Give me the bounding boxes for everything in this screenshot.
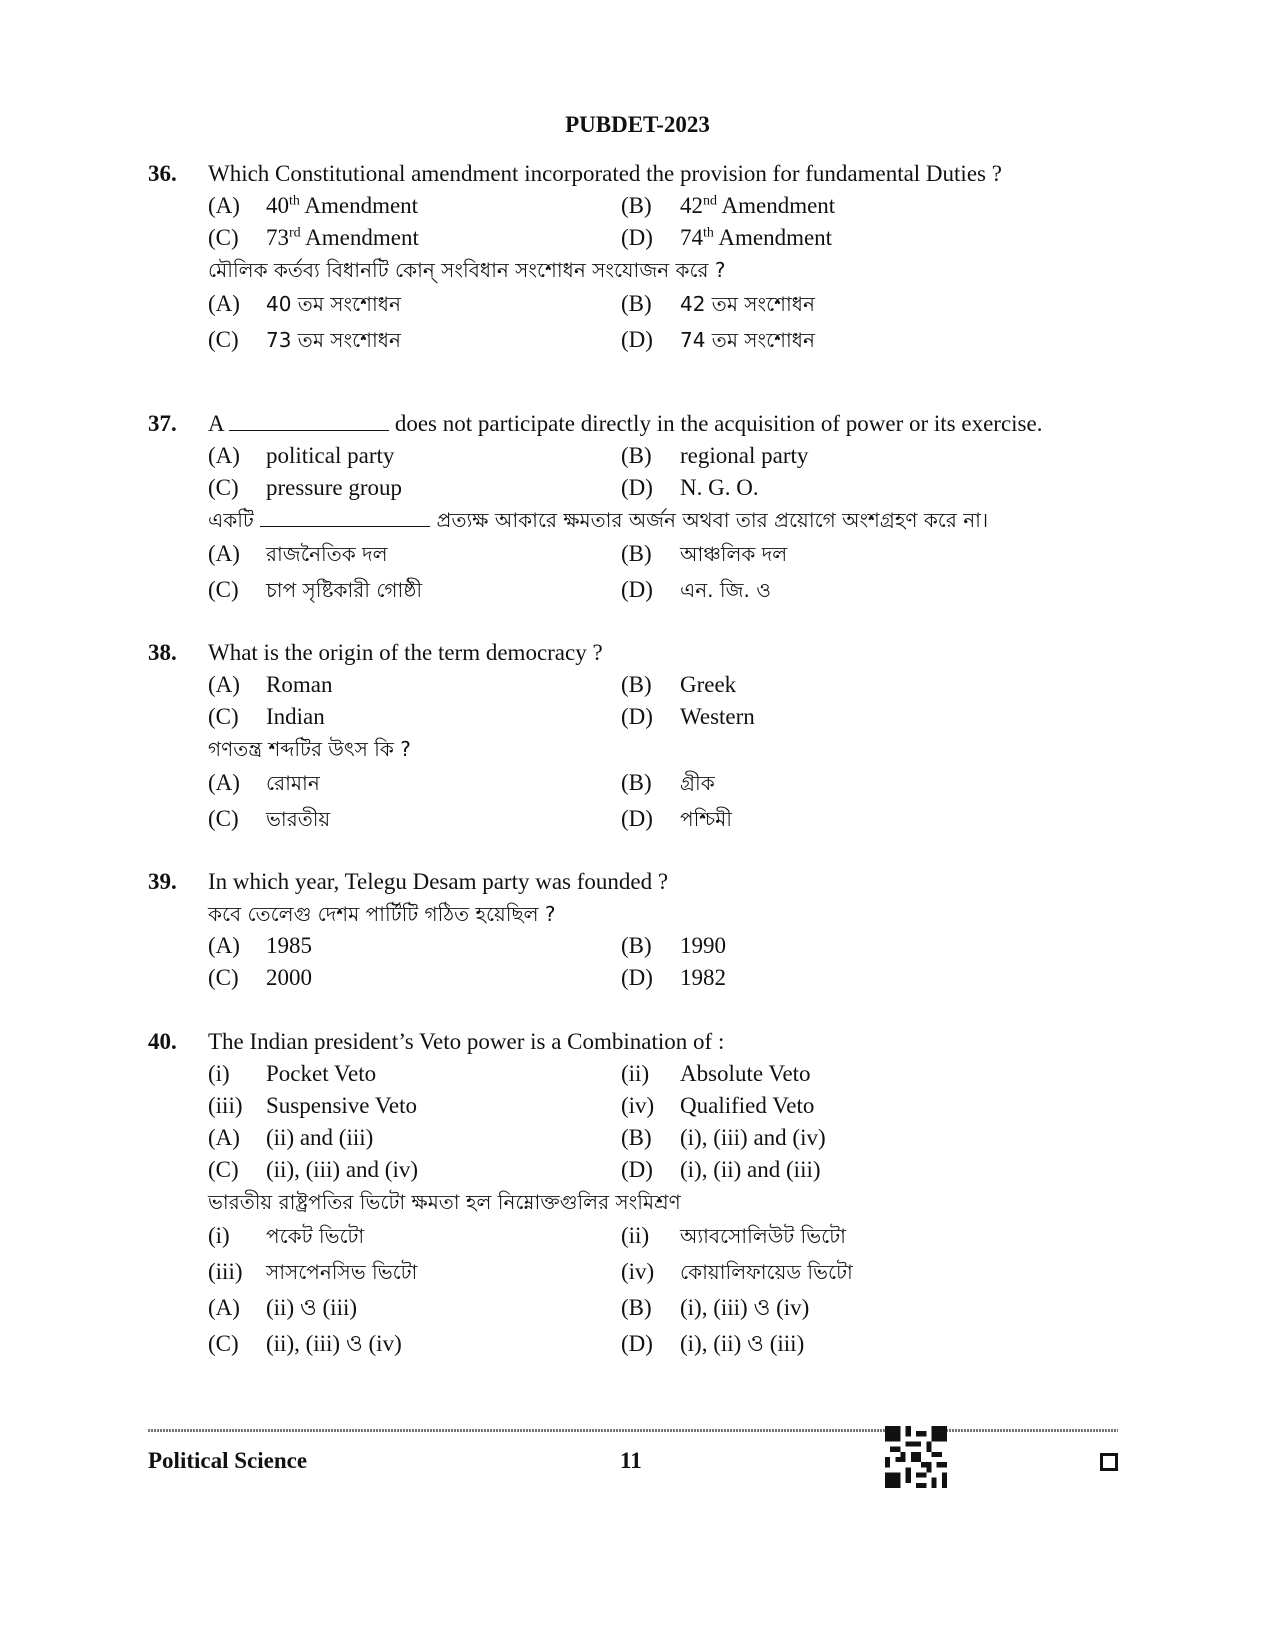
option-label: (A) (208, 443, 240, 468)
item-label: (iii) (208, 1093, 243, 1118)
question-text-en: What is the origin of the term democracy ? (208, 640, 603, 665)
question-text-bn: মৌলিক কর্তব্য বিধানটি কোন্ সংবিধান সংশোধন সংযোজন করে ? (208, 258, 726, 282)
option-text: Greek (680, 672, 737, 697)
item-text: অ্যাবসোলিউট ভিটো (680, 1224, 846, 1248)
question-text-en: The Indian president’s Veto power is a Combination of : (208, 1029, 725, 1054)
option-label: (B) (621, 1295, 652, 1320)
option-label: (B) (621, 443, 652, 468)
option-text: 74th Amendment (680, 225, 833, 250)
question-38 (148, 637, 1108, 837)
item-label: (iii) (208, 1259, 243, 1284)
option-label: (A) (208, 1125, 240, 1150)
option-text: N. G. O. (680, 475, 759, 500)
question-text-en: Which Constitutional amendment incorporated the provision for fundamental Duties ? (208, 161, 1002, 186)
option-text: চাপ সৃষ্টিকারী গোষ্ঠী (266, 578, 423, 602)
option-label: (B) (621, 291, 652, 316)
option-label: (A) (208, 291, 240, 316)
item-label: (iv) (621, 1259, 655, 1284)
option-label: (A) (208, 1295, 240, 1320)
option-text: regional party (680, 443, 809, 468)
option-label: (D) (621, 577, 653, 602)
answer-blank (260, 506, 430, 527)
question-37 (148, 408, 1108, 608)
option-label: (C) (208, 806, 239, 831)
option-text: (ii) and (iii) (266, 1125, 374, 1150)
option-label: (C) (208, 225, 239, 250)
option-text: রাজনৈতিক দল (266, 542, 388, 566)
question-text-bn: একটি প্রত্যক্ষ আকারে ক্ষমতার অর্জন অথবা তার প্রয়োগে অংশগ্রহণ করে না। (208, 508, 989, 532)
option-label: (D) (621, 327, 653, 352)
option-label: (B) (621, 541, 652, 566)
option-label: (B) (621, 770, 652, 795)
item-label: (i) (208, 1061, 230, 1086)
option-label: (A) (208, 672, 240, 697)
item-text: সাসপেনসিভ ভিটো (266, 1260, 418, 1284)
option-label: (D) (621, 806, 653, 831)
option-label: (C) (208, 577, 239, 602)
option-text: পশ্চিমী (680, 807, 732, 831)
option-label: (A) (208, 193, 240, 218)
option-label: (C) (208, 965, 239, 990)
question-number: 38. (148, 640, 177, 665)
option-text: 73rd Amendment (266, 225, 419, 250)
item-text: Pocket Veto (266, 1061, 377, 1086)
option-text: 40th Amendment (266, 193, 419, 218)
question-text-bn: কবে তেলেগু দেশম পার্টিটি গঠিত হয়েছিল ? (208, 902, 556, 926)
option-label: (D) (621, 704, 653, 729)
option-text: (i), (iii) and (iv) (680, 1125, 826, 1150)
option-text: pressure group (266, 475, 403, 500)
option-label: (C) (208, 1157, 239, 1182)
option-label: (C) (208, 475, 239, 500)
option-text: Western (680, 704, 755, 729)
question-number: 37. (148, 411, 177, 436)
option-text: Roman (266, 672, 333, 697)
question-number: 36. (148, 161, 177, 186)
option-label: (D) (621, 475, 653, 500)
item-label: (ii) (621, 1223, 650, 1248)
option-text: 2000 (266, 965, 312, 990)
footer-divider (148, 1429, 1118, 1432)
option-text: রোমান (266, 771, 320, 795)
question-text-bn: গণতন্ত্র শব্দটির উৎস কি ? (208, 737, 411, 761)
page-number: 11 (620, 1448, 642, 1473)
question-36 (148, 158, 1108, 358)
option-label: (A) (208, 770, 240, 795)
qr-code-icon (885, 1425, 947, 1489)
answer-blank (229, 410, 389, 431)
item-label: (iv) (621, 1093, 655, 1118)
item-text: কোয়ালিফায়েড ভিটো (680, 1260, 853, 1284)
question-40 (148, 1026, 1108, 1362)
option-text: আঞ্চলিক দল (680, 542, 788, 566)
option-label: (D) (621, 1331, 653, 1356)
question-text-en: In which year, Telegu Desam party was founded ? (208, 869, 669, 894)
option-text: 1985 (266, 933, 312, 958)
item-text: Absolute Veto (680, 1061, 811, 1086)
option-text: 1982 (680, 965, 726, 990)
option-text: ভারতীয় (266, 807, 331, 831)
option-label: (C) (208, 327, 239, 352)
option-label: (D) (621, 1157, 653, 1182)
option-text: (i), (ii) and (iii) (680, 1157, 821, 1182)
option-label: (B) (621, 193, 652, 218)
option-label: (D) (621, 225, 653, 250)
option-text: (ii) ও (iii) (266, 1295, 358, 1320)
question-number: 40. (148, 1029, 177, 1054)
option-text: 73 তম সংশোধন (266, 328, 401, 352)
option-text: (i), (ii) ও (iii) (680, 1331, 805, 1356)
item-text: Qualified Veto (680, 1093, 815, 1118)
question-39 (148, 866, 1108, 994)
page-header: PUBDET-2023 (565, 112, 710, 137)
option-label: (D) (621, 965, 653, 990)
question-text-en: A does not participate directly in the acquisition of power or its exercise. (208, 411, 1043, 436)
option-text: 74 তম সংশোধন (680, 328, 815, 352)
option-text: 40 তম সংশোধন (266, 292, 401, 316)
option-text: (ii), (iii) and (iv) (266, 1157, 419, 1182)
option-label: (B) (621, 1125, 652, 1150)
item-text: পকেট ভিটো (266, 1224, 365, 1248)
option-label: (B) (621, 672, 652, 697)
option-label: (B) (621, 933, 652, 958)
item-text: Suspensive Veto (266, 1093, 417, 1118)
question-text-bn: ভারতীয় রাষ্ট্রপতির ভিটো ক্ষমতা হল নিম্নোক্তগুলির সংমিশ্রণ (208, 1190, 681, 1214)
option-text: 1990 (680, 933, 726, 958)
item-label: (ii) (621, 1061, 650, 1086)
square-marker-icon (1100, 1453, 1118, 1471)
option-text: 42 তম সংশোধন (680, 292, 815, 316)
option-label: (A) (208, 933, 240, 958)
option-text: এন. জি. ও (680, 578, 771, 602)
item-label: (i) (208, 1223, 230, 1248)
option-text: Indian (266, 704, 325, 729)
option-text: (ii), (iii) ও (iv) (266, 1331, 402, 1356)
question-number: 39. (148, 869, 177, 894)
option-text: (i), (iii) ও (iv) (680, 1295, 810, 1320)
option-text: গ্রীক (680, 771, 715, 795)
option-text: 42nd Amendment (680, 193, 836, 218)
footer-subject: Political Science (148, 1448, 308, 1473)
option-label: (C) (208, 704, 239, 729)
option-label: (C) (208, 1331, 239, 1356)
option-label: (A) (208, 541, 240, 566)
option-text: political party (266, 443, 395, 468)
